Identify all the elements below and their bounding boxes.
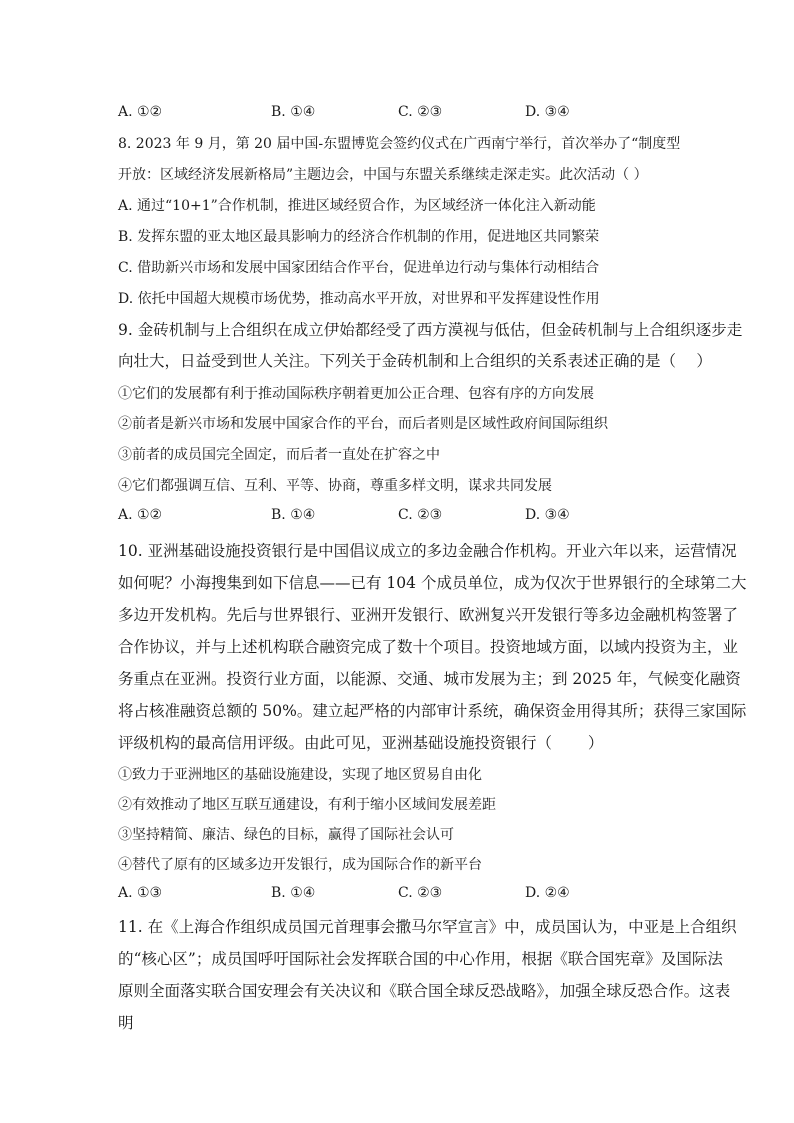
q9-options	[118, 507, 678, 527]
q10-options	[118, 885, 678, 905]
option-a[interactable]: A. ①②	[118, 507, 163, 523]
q8-choice-c[interactable]: C. 借助新兴市场和发展中国家团结合作平台，促进单边行动与集体行动相结合	[118, 260, 600, 276]
option-b[interactable]: B. ①④	[271, 885, 316, 901]
q9-item-3: ③前者的成员国完全固定，而后者一直处在扩容之中	[118, 447, 440, 463]
q9-item-4: ④它们都强调互信、互利、平等、协商，尊重多样文明，谋求共同发展	[118, 478, 552, 494]
q11-stem-line-4: 明	[118, 1014, 134, 1032]
q10-item-3: ③坚持精简、廉洁、绿色的目标，赢得了国际社会认可	[118, 827, 454, 843]
q8-choice-b[interactable]: B. 发挥东盟的亚太地区最具影响力的经济合作机制的作用，促进地区共同繁荣	[118, 229, 600, 245]
q8-stem-line-2: 开放：区域经济发展新格局”主题边会，中国与东盟关系继续走深走实。此次活动（ ）	[118, 167, 648, 183]
q10-item-4: ④替代了原有的区域多边开发银行，成为国际合作的新平台	[118, 857, 482, 873]
q9-item-1: ①它们的发展都有利于推动国际秩序朝着更加公正合理、包容有序的方向发展	[118, 386, 594, 402]
option-a[interactable]: A. ①②	[118, 104, 163, 120]
option-d[interactable]: D. ②④	[525, 885, 570, 901]
q8-choice-d[interactable]: D. 依托中国超大规模市场优势，推动高水平开放，对世界和平发挥建设性作用	[118, 291, 600, 307]
option-b[interactable]: B. ①④	[271, 507, 316, 523]
option-a[interactable]: A. ①③	[118, 885, 163, 901]
q11-stem-line-1: 11. 在《上海合作组织成员国元首理事会撒马尔罕宣言》中，成员国认为，中亚是上合组织	[118, 918, 737, 936]
option-d[interactable]: D. ③④	[525, 507, 570, 523]
q9-item-2: ②前者是新兴市场和发展中国家合作的平台，而后者则是区域性政府间国际组织	[118, 416, 608, 432]
q10-stem-line-4: 合作协议，并与上述机构联合融资完成了数十个项目。投资地域方面，以域内投资为主，业	[118, 638, 739, 656]
option-b[interactable]: B. ①④	[271, 104, 316, 120]
q10-stem-line-7: 评级机构的最高信用评级。由此可见，亚洲基础设施投资银行（ ）	[118, 734, 604, 752]
q10-item-1: ①致力于亚洲地区的基础设施建设，实现了地区贸易自由化	[118, 767, 482, 783]
q10-stem-line-3: 多边开发机构。先后与世界银行、亚洲开发银行、欧洲复兴开发银行等多边金融机构签署了	[118, 606, 739, 624]
q9-stem-line-1: 9. 金砖机制与上合组织在成立伊始都经受了西方漠视与低估，但金砖机制与上合组织逐步走	[118, 321, 743, 339]
q9-stem-line-2: 向壮大，日益受到世人关注。下列关于金砖机制和上合组织的关系表述正确的是（ ）	[118, 352, 712, 370]
q8-stem-line-1: 8. 2023 年 9 月，第 20 届中国-东盟博览会签约仪式在广西南宁举行，首次举办了“制度型	[118, 136, 681, 152]
q10-stem-line-2: 如何呢？小海搜集到如下信息——已有 104 个成员单位，成为仅次于世界银行的全球第二大	[118, 574, 747, 592]
q11-stem-line-3: 原则全面落实联合国安理会有关决议和《联合国全球反恐战略》，加强全球反恐合作。这表	[118, 982, 731, 1000]
q10-item-2: ②有效推动了地区互联互通建设，有利于缩小区域间发展差距	[118, 797, 496, 813]
q10-stem-line-1: 10. 亚洲基础设施投资银行是中国倡议成立的多边金融合作机构。开业六年以来，运营情况	[118, 542, 737, 560]
option-d[interactable]: D. ③④	[525, 104, 570, 120]
option-c[interactable]: C. ②③	[398, 507, 443, 523]
option-c[interactable]: C. ②③	[398, 104, 443, 120]
q7-options	[118, 104, 678, 124]
option-c[interactable]: C. ②③	[398, 885, 443, 901]
q11-stem-line-2: 的“核心区”；成员国呼吁国际社会发挥联合国的中心作用，根据《联合国宪章》及国际法	[118, 950, 723, 968]
q8-choice-a[interactable]: A. 通过“10+1”合作机制，推进区域经贸合作，为区域经济一体化注入新动能	[118, 198, 596, 214]
q10-stem-line-6: 将占核准融资总额的 50%。建立起严格的内部审计系统，确保资金用得其所；获得三家国际	[118, 702, 747, 720]
q10-stem-line-5: 务重点在亚洲。投资行业方面，以能源、交通、城市发展为主；到 2025 年，气候变化融资	[118, 670, 741, 688]
